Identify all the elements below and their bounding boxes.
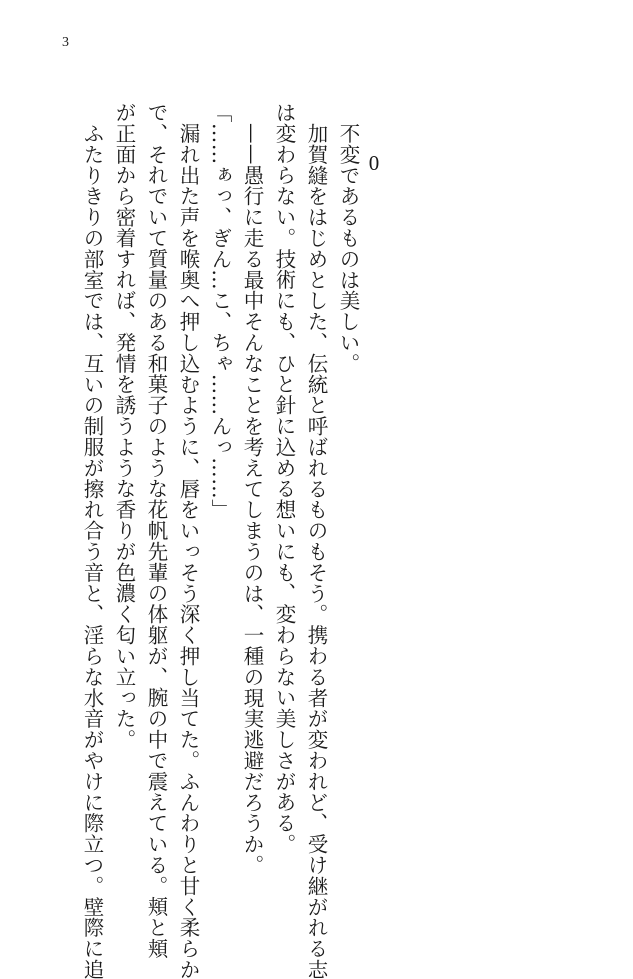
paragraph: が正面から密着すれば、発情を誘うような香りが色濃く匂い立った。 [112, 102, 136, 750]
paragraph: 漏れ出た声を喉奥へ押し込むように、唇をいっそう深く押し当てた。ふんわりと甘く柔らか [176, 122, 200, 979]
page-number: 3 [62, 35, 69, 50]
chapter-number: 0 [368, 151, 380, 175]
body-text [76, 102, 364, 979]
paragraph: 加賀縫をはじめとした、伝統と呼ばれるものもそう。携わる者が変われど、受け継がれる志 [304, 122, 328, 979]
paragraph: で、それでいて質量のある和菓子のような花帆先輩の体躯が、腕の中で震えている。頬と頬 [144, 102, 168, 959]
paragraph: 「……ぁっ、ぎん…こ、ちゃ……んっ……」 [208, 102, 232, 520]
paragraph: 不変であるものは美しい。 [336, 122, 360, 374]
paragraph: は変わらない。技術にも、ひと針に込める想いにも、変わらない美しさがある。 [272, 102, 296, 855]
paragraph: ——愚行に走る最中そんなことを考えてしまうのは、一種の現実逃避だろうか。 [240, 122, 264, 875]
paragraph: ふたりきりの部室では、互いの制服が擦れ合う音と、淫らな水音がやけに際立つ。壁際に追 [80, 122, 104, 979]
